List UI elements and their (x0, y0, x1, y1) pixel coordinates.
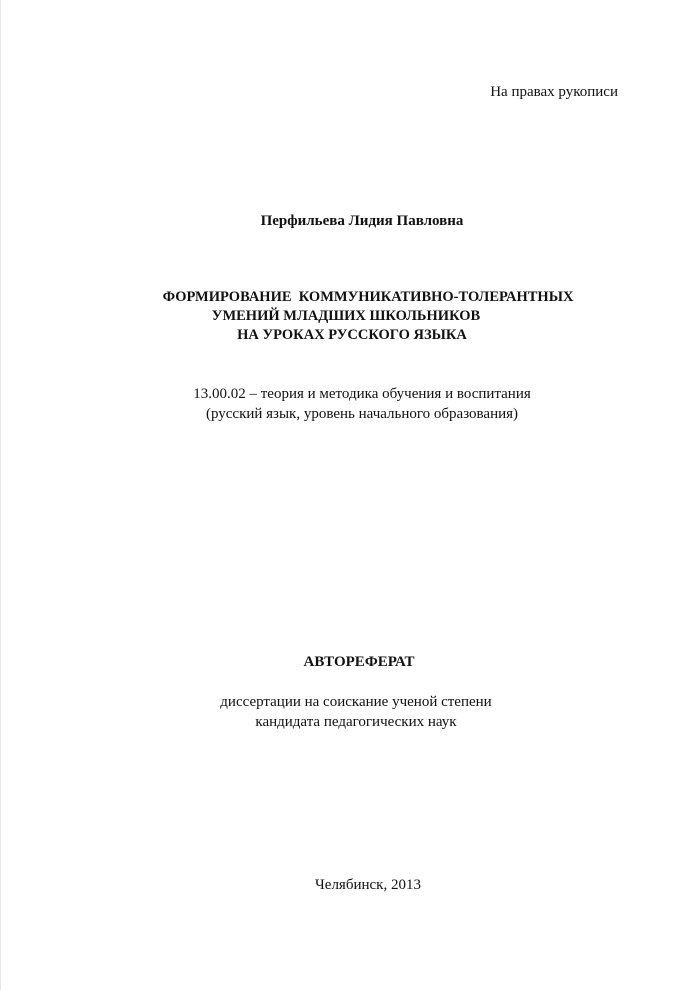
title-line-2: УМЕНИЙ МЛАДШИХ ШКОЛЬНИКОВ (211, 308, 481, 324)
specialty-line-1: 13.00.02 – теория и методика обучения и воспитания (193, 386, 531, 402)
title-line-3: НА УРОКАХ РУССКОГО ЯЗЫКА (237, 327, 467, 343)
specialty-code (0, 385, 700, 424)
document-type-heading: АВТОРЕФЕРАТ (303, 654, 415, 670)
city-year: Челябинск, 2013 (315, 877, 421, 893)
page-edge-divider (0, 0, 1, 990)
dissertation-title (0, 288, 700, 345)
author-name: Перфильева Лидия Павловна (260, 213, 464, 229)
degree-line-2: кандидата педагогических наук (255, 713, 457, 730)
manuscript-note: На правах рукописи (490, 84, 618, 100)
title-line-1: ФОРМИРОВАНИЕ КОММУНИКАТИВНО-ТОЛЕРАНТНЫХ (162, 289, 574, 305)
degree-description (0, 693, 700, 732)
degree-line-1: диссертации на соискание ученой степени (220, 694, 492, 710)
specialty-line-2: (русский язык, уровень начального образования) (205, 405, 519, 422)
